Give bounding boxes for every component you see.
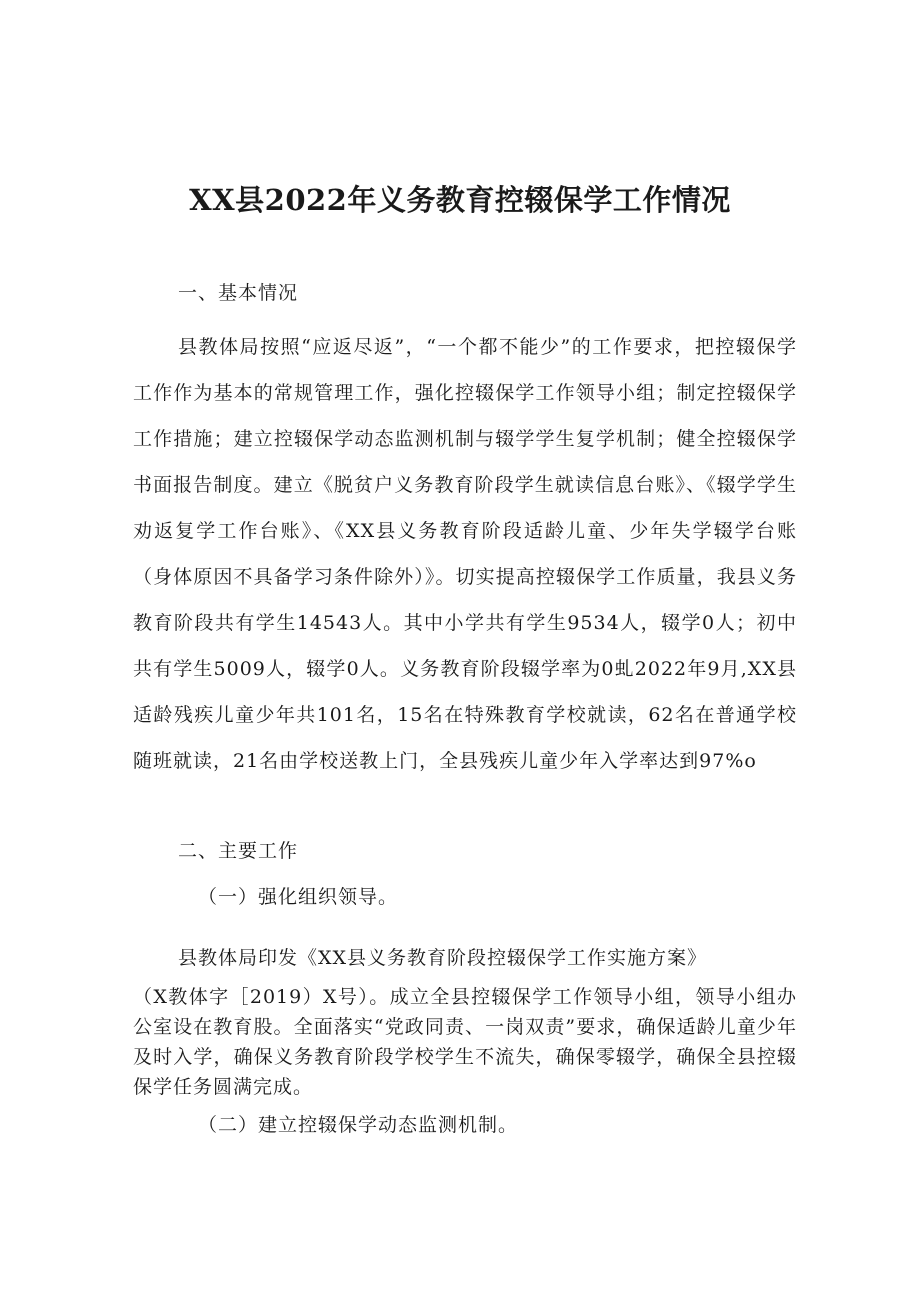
paragraph-organization-rest: （X教体字［2019）X号）。成立全县控辍保学工作领导小组，领导小组办公室设在教育股。全面落实“党政同责、一岗双责”要求，确保适龄儿童少年及时入学，确保义务教育阶段学校学生不流失，确保零辍学，确保全县控辍保学任务圆满完成。 bbox=[133, 986, 797, 1098]
subsection-heading-monitoring: （二）建立控辍保学动态监测机制。 bbox=[198, 1114, 519, 1136]
section-heading-main-work: 二、主要工作 bbox=[178, 840, 299, 862]
document-title: XX县2022年义务教育控辍保学工作情况 bbox=[189, 183, 731, 217]
paragraph-organization-first-line: 县教体局印发《XX县义务教育阶段控辍保学工作实施方案》 bbox=[178, 947, 708, 969]
paragraph-basic-situation: 县教体局按照“应返尽返”，“一个都不能少”的工作要求，把控辍保学工作作为基本的常规管理工作，强化控辍保学工作领导小组；制定控辍保学工作措施；建立控辍保学动态监测机制与辍学学生复学机制；健全控辍保学书面报告制度。建立《脱贫户义务教育阶段学生就读信息台账》、《辍学学生劝返复学工作台账》、《XX县义务教育阶段适龄儿童、少年失学辍学台账（身体原因不具备学习条件除外）》。切实提高控辍保学工作质量，我县义务教育阶段共有学生14543人。其中小学共有学生9534人，辍学0人；初中共有学生5009人，辍学0人。义务教育阶段辍学率为0虬2022年9月,XX县适龄残疾儿童少年共101名，15名在特殊教育学校就读，62名在普通学校随班就读，21名由学校送教上门，全县残疾儿童少年入学率达到97%o bbox=[133, 336, 797, 772]
section-heading-basic: 一、基本情况 bbox=[178, 282, 299, 304]
subsection-heading-organization: （一）强化组织领导。 bbox=[198, 886, 399, 908]
